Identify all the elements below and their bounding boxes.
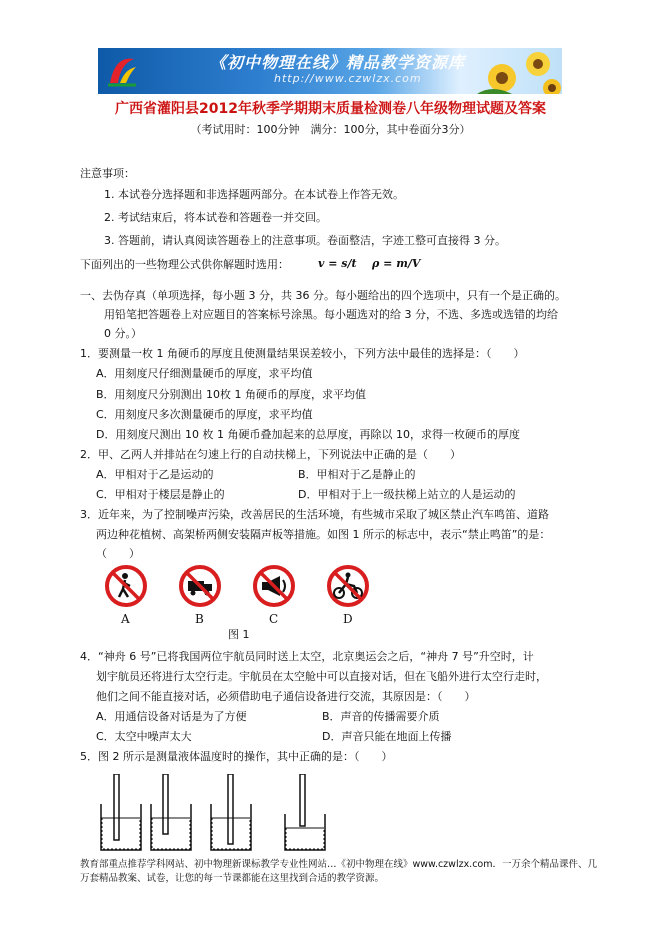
header-banner: [98, 48, 562, 94]
banner-url[interactable]: http://www.czwlzx.com: [274, 72, 422, 85]
question-1-option-b: B．用刻度尺分别测出 10枚 1 角硬币的厚度，求平均值: [96, 388, 367, 401]
question-2-option-b: B．甲相对于乙是静止的: [298, 468, 416, 481]
figure-label-a: A: [121, 612, 130, 626]
question-4-line: 4．“神舟 6 号”已将我国两位宇航员同时送上太空，北京奥运会之后，“神舟 7 号”升空时，计: [80, 650, 534, 663]
beaker-thermometer-icon: [208, 774, 254, 854]
beaker-thermometer-icon: [282, 774, 328, 854]
question-1-option-d: D．用刻度尺测出 10 枚 1 角硬币叠加起来的总厚度，再除以 10，求得一枚硬币的厚度: [96, 428, 520, 441]
figure-1-caption: 图 1: [228, 628, 250, 641]
question-3-line: 3．近年来，为了控制噪声污染，改善居民的生活环境，有些城市采取了城区禁止汽车鸣笛、道路: [80, 508, 549, 521]
notes-item: 2. 考试结束后，将本试卷和答题卷一并交回。: [104, 211, 327, 224]
notes-heading: 注意事项：: [80, 167, 135, 180]
figure-label-d: D: [343, 612, 353, 626]
formula-intro: 下面列出的一些物理公式供你解题时选用：: [80, 258, 289, 271]
formula-speed: v = s/t: [318, 257, 357, 270]
no-pedestrian-sign-icon: [104, 564, 148, 608]
question-3-line: （ ）: [96, 547, 140, 560]
question-2-option-c: C．甲相对于楼层是静止的: [96, 488, 225, 501]
question-2-option-d: D．甲相对于上一级扶梯上站立的人是运动的: [298, 488, 516, 501]
question-4-line: 他们之间不能直接对话，必须借助电子通信设备进行交流，其原因是：（ ）: [96, 690, 476, 703]
notes-item: 1. 本试卷分选择题和非选择题两部分。在本试卷上作答无效。: [104, 188, 404, 201]
exam-info: （考试用时：100分钟 满分：100分，其中卷面分3分）: [190, 123, 471, 136]
page-title: 广西省灌阳县2012年秋季学期期末质量检测卷八年级物理试题及答案: [115, 101, 546, 117]
beaker-thermometer-icon: [148, 774, 194, 854]
question-1-stem: 1．要测量一枚 1 角硬币的厚度且使测量结果误差较小，下列方法中最佳的选择是：（ ）: [80, 347, 525, 360]
sunflower-icon: [472, 48, 562, 94]
beaker-thermometer-icon: [98, 774, 144, 854]
question-1-option-a: A．用刻度尺仔细测量硬币的厚度，求平均值: [96, 367, 313, 380]
question-1-option-c: C．用刻度尺多次测量硬币的厚度，求平均值: [96, 408, 313, 421]
no-horn-sign-icon: [252, 564, 296, 608]
no-motorcycle-sign-icon: [326, 564, 370, 608]
question-4-option-b: B．声音的传播需要介质: [322, 710, 440, 723]
question-4-line: 划宇航员还将进行太空行走。宇航员在太空舱中可以直接对话，但在飞船外进行太空行走时，: [96, 670, 547, 683]
figure-label-b: B: [195, 612, 204, 626]
notes-item: 3. 答题前，请认真阅读答题卷上的注意事项。卷面整洁，字迹工整可直接得 3 分。: [104, 234, 506, 247]
question-5-stem: 5．图 2 所示是测量液体温度时的操作，其中正确的是：（ ）: [80, 750, 393, 763]
question-4-option-a: A．用通信设备对话是为了方便: [96, 710, 247, 723]
question-4-option-d: D．声音只能在地面上传播: [322, 730, 452, 743]
question-2-stem: 2．甲、乙两人并排站在匀速上行的自动扶梯上，下列说法中正确的是（ ）: [80, 448, 461, 461]
figure-label-c: C: [269, 612, 279, 626]
section-heading-line: 0 分。）: [104, 327, 142, 340]
site-logo-icon: [104, 53, 140, 89]
question-3-line: 两边种花植树、高架桥两侧安装隔声板等措施。如图 1 所示的标志中，表示“禁止鸣笛”的是：: [96, 528, 551, 541]
formula-density: ρ = m/V: [372, 257, 421, 270]
question-2-option-a: A．甲相对于乙是运动的: [96, 468, 214, 481]
section-heading-line: 用铅笔把答题卷上对应题目的答案标号涂黑。每小题选对的给 3 分，不选、多选或选错的均给: [104, 308, 558, 321]
page-footer: 教育部重点推荐学科网站、初中物理新课标教学专业性网站…《初中物理在线》www.czwlzx.com．一万余个精品课件、几万套精品教案、试卷，让您的每一节课都能在这里找到合适的教学资源。: [80, 859, 597, 884]
no-trucks-sign-icon: [178, 564, 222, 608]
section-heading: 一、去伪存真（单项选择，每小题 3 分，共 36 分。每小题给出的四个选项中，只有一个是正确的。: [80, 289, 566, 302]
question-4-option-c: C．太空中噪声太大: [96, 730, 192, 743]
banner-title: 《初中物理在线》精品教学资源库: [210, 53, 466, 72]
